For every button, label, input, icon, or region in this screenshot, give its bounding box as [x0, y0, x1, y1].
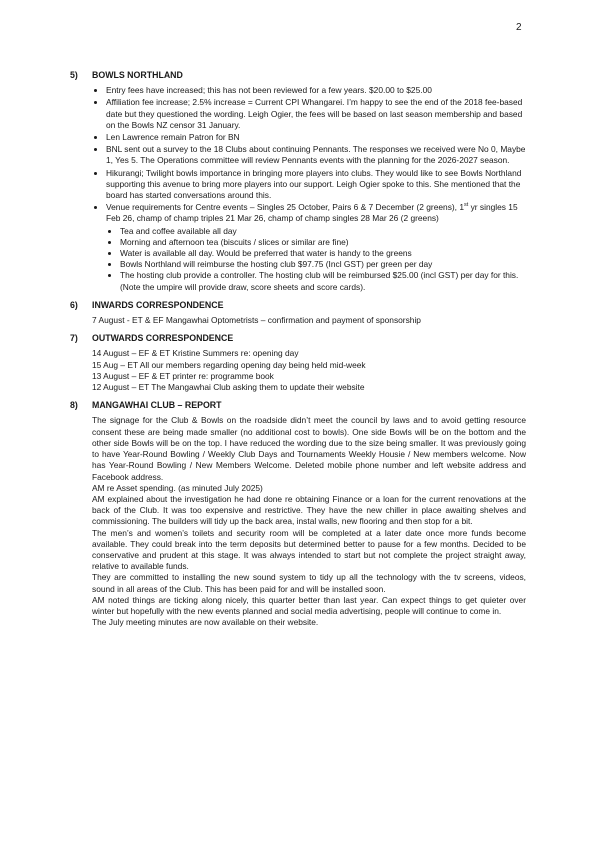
section-outwards-correspondence [70, 333, 526, 393]
sub-bullet-item: • Bowls Northland will reimburse the hosting club $97.75 (Incl GST) per green per day [120, 259, 526, 270]
sub-bullet-item: • The hosting club provide a controller. The hosting club will be reimbursed $25.00 (incl GST) per day for this. (Note the umpire will provide draw, score sheets and score cards). [120, 270, 526, 292]
sub-bullet-item: • Tea and coffee available all day [120, 226, 526, 237]
ordinal-superscript: st [464, 202, 469, 209]
section-number: 7) [70, 333, 78, 344]
section-heading [70, 70, 526, 81]
report-paragraph: AM explained about the investigation he had done re obtaining Finance or a loan for the current renovations at the back of the Club. It was too expensive and restrictive. They have the new chiller in place awaiting shelves and commissioning. The builders will tidy up the back area, instal walls, new flooring and then stop for a bit. [92, 493, 526, 527]
section-title: BOWLS NORTHLAND [92, 70, 183, 80]
report-paragraph: The men’s and women’s toilets and security room will be completed at a later date once more funds become available. They could break into the term deposits but determined better to pause for a few months. Decided to be conservative and prudent at this stage. It was always intended to start but not complete the project straight away, relative to available funds. [92, 527, 526, 572]
report-paragraph: The signage for the Club & Bowls on the roadside didn’t meet the council by laws and to avoid getting resource consent these are being made smaller (no additional cost to bowls). One side Bowls will be on the bottom and the other side Bowls will be on the top. I have reduced the wording due to the size being smaller. It was previously going to have Year-Round Bowling / Weekly Club Days and Tournaments Weekly Housie / New members welcome. Now has Year-Round Bowling / New Members Welcome. Deleted mobile phone number and left website address and Facebook address. [92, 415, 526, 482]
bullet-item: • Hikurangi; Twilight bowls importance in bringing more players into clubs. They would like to see Bowls Northland supporting this avenue to bring more players into our support. Leigh Ogier spoke to this. She mentioned that the board has started conversations around this. [106, 168, 526, 202]
bullet-item: • Entry fees have increased; this has not been reviewed for a few years. $20.00 to $25.00 [106, 85, 526, 96]
section-title: INWARDS CORRESPONDENCE [92, 299, 224, 310]
sub-bullet-item: • Water is available all day. Would be preferred that water is handy to the greens [120, 248, 526, 259]
report-paragraph: AM noted things are ticking along nicely, this quarter better than last year. Can expect things to get quieter over winter but hopefully with the new events planned and social media advertising, people will continue to come in. [92, 594, 526, 616]
venue-text-start: Venue requirements for Centre events – Singles 25 October, Pairs 6 & 7 December (2 greens), 1 [106, 202, 464, 213]
section-body [70, 415, 526, 628]
minutes-document [70, 70, 526, 635]
correspondence-line: 14 August – EF & ET Kristine Summers re: opening day [92, 348, 299, 359]
section-heading [70, 300, 526, 311]
correspondence-line: 13 August – EF & ET printer re: programme book [92, 370, 274, 381]
correspondence-line: 12 August – ET The Mangawhai Club asking them to update their website [92, 382, 365, 393]
report-paragraph: AM re Asset spending. (as minuted July 2025) [92, 482, 263, 493]
bullet-item: • Affiliation fee increase; 2.5% increase = Current CPI Whangarei. I’m happy to see the end of the 2018 fee-based date but they questioned the wording. Leigh Ogier, the fees will be based on last season membership and based on the Bowls NZ censor 31 January. [106, 97, 526, 131]
bullet-item-venue [106, 202, 526, 293]
correspondence-line: 15 Aug – ET All our members regarding opening day being held mid-week [92, 359, 366, 370]
section-bowls-northland [70, 70, 526, 293]
sub-bullet-item: • Morning and afternoon tea (biscuits / slices or similar are fine) [120, 237, 526, 248]
section-number: 8) [70, 400, 78, 411]
section-title: OUTWARDS CORRESPONDENCE [92, 333, 234, 344]
section-heading [70, 333, 526, 344]
section-body [70, 348, 526, 393]
section-number: 5) [70, 70, 78, 80]
correspondence-line: 7 August - ET & EF Mangawhai Optometrists – confirmation and payment of sponsorship [92, 315, 421, 326]
section-mangawhai-club-report [70, 400, 526, 628]
bullet-list [70, 85, 526, 293]
page-number: 2 [516, 22, 522, 33]
bullet-item: • BNL sent out a survey to the 18 Clubs about continuing Pennants. The responses we received were No 0, Maybe 1, Yes 5. The Operations committee will review Pennants events with the planning for the 2026-2027 season. [106, 144, 526, 166]
section-body [70, 315, 526, 326]
section-number: 6) [70, 299, 78, 310]
sub-bullet-list [106, 226, 526, 293]
report-paragraph: They are committed to installing the new sound system to tidy up all the technology with the tv screens, videos, sound in all areas of the Club. This has been paid for and will be installed soon. [92, 572, 526, 594]
bullet-item: • Len Lawrence remain Patron for BN [106, 132, 526, 143]
section-heading [70, 400, 526, 411]
venue-text-end: yr singles 15 Feb 26, champ of champ triples 21 Mar 26, champ of champ singles 28 Mar 26 (2 greens) [106, 202, 518, 224]
section-inwards-correspondence [70, 300, 526, 326]
section-title: MANGAWHAI CLUB – REPORT [92, 400, 222, 411]
report-paragraph: The July meeting minutes are now available on their website. [92, 617, 319, 628]
